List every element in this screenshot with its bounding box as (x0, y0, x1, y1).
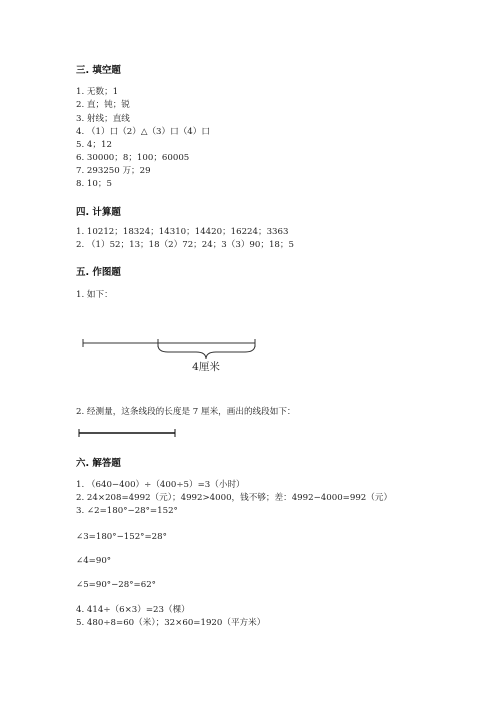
section6-item-5: 5. 480÷8=60（米）；32×60=1920（平方米） (76, 618, 266, 628)
section3-item-7: 7. 293250 万；29 (76, 166, 151, 176)
section6-item-4: 4. 414÷（6×3）=23（棵） (76, 605, 190, 615)
section4-item-1: 1. 10212；18324；14310；14420；16224；3363 (76, 227, 289, 237)
section3-item-5: 5. 4；12 (76, 140, 112, 150)
section3-item-4: 4. （1）口（2）△（3）口（4）口 (76, 127, 210, 137)
brace (158, 345, 255, 359)
section3-item-3: 3. 射线；直线 (76, 114, 130, 124)
section6-item-3b: ∠3=180°−152°=28° (76, 532, 167, 542)
section6-item-3: 3. ∠2=180°−28°=152° (76, 506, 178, 516)
section4-item-2: 2. （1）52；13；18（2）72；24；3（3）90；18；5 (76, 240, 294, 250)
section5-item-2: 2. 经测量，这条线段的长度是 7 厘米，画出的线段如下： (76, 407, 296, 417)
section3-item-8: 8. 10；5 (76, 179, 112, 189)
section3-item-1: 1. 无数；1 (76, 87, 119, 97)
section4-title: 四. 计算题 (76, 207, 121, 218)
section3-item-6: 6. 30000；8；100；60005 (76, 153, 190, 163)
section6-item-1: 1. （640−400）÷（400÷5）=3（小时） (76, 480, 245, 490)
brace-label: 4厘米 (192, 361, 220, 373)
section6-title: 六. 解答题 (76, 458, 121, 469)
section5-title: 五. 作图题 (76, 267, 121, 278)
section5-item-1: 1. 如下： (76, 290, 113, 300)
section6-item-2: 2. 24×208=4992（元）；4992>4000，钱不够；差：4992−4000=992（元） (76, 493, 393, 503)
section6-item-3d: ∠5=90°−28°=62° (76, 580, 156, 590)
section3-item-2: 2. 直；钝；锐 (76, 100, 130, 110)
section6-item-3c: ∠4=90° (76, 556, 112, 566)
section3-title: 三. 填空题 (76, 65, 121, 76)
